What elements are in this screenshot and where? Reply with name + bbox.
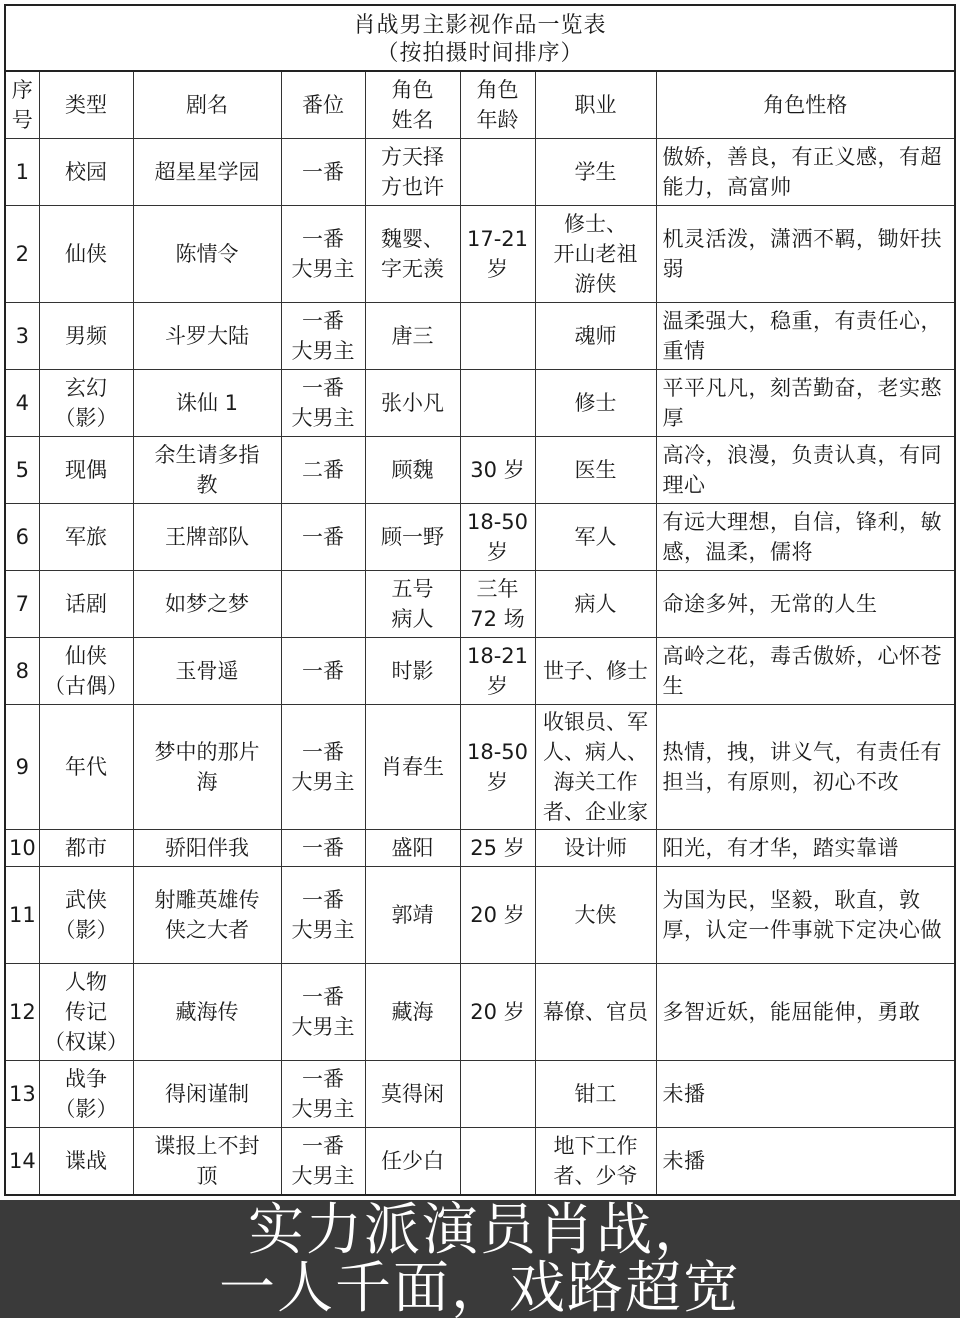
cell-no: 7 [6, 570, 39, 637]
cell-traits: 未播 [656, 1127, 954, 1194]
table-header-row [6, 72, 954, 138]
cell-role-name: 盛阳 [365, 829, 460, 866]
caption-banner [0, 1200, 960, 1318]
table-row [6, 1127, 954, 1194]
cell-role-age: 18-21 岁 [460, 637, 535, 704]
cell-role-name: 五号 病人 [365, 570, 460, 637]
cell-title: 如梦之梦 [133, 570, 281, 637]
cell-billing: 一番 大男主 [281, 866, 365, 963]
cell-billing: 一番 大男主 [281, 704, 365, 829]
cell-no: 4 [6, 369, 39, 436]
header-role-name: 角色 姓名 [365, 72, 460, 138]
table-row [6, 369, 954, 436]
cell-genre: 都市 [39, 829, 133, 866]
cell-traits: 温柔强大，稳重，有责任心，重情 [656, 302, 954, 369]
cell-no: 6 [6, 503, 39, 570]
works-table [6, 72, 954, 1194]
header-occupation: 职业 [535, 72, 656, 138]
cell-title: 超星星学园 [133, 138, 281, 205]
cell-billing: 一番 大男主 [281, 1060, 365, 1127]
cell-no: 5 [6, 436, 39, 503]
table-body [6, 138, 954, 1194]
cell-role-age: 20 岁 [460, 963, 535, 1060]
cell-role-age: 三年 72 场 [460, 570, 535, 637]
cell-title: 余生请多指 教 [133, 436, 281, 503]
cell-billing: 一番 [281, 829, 365, 866]
cell-traits: 机灵活泼，潇洒不羁，锄奸扶弱 [656, 205, 954, 302]
cell-billing: 一番 大男主 [281, 1127, 365, 1194]
cell-role-name: 莫得闲 [365, 1060, 460, 1127]
cell-occupation: 魂师 [535, 302, 656, 369]
cell-traits: 傲娇，善良，有正义感，有超能力，高富帅 [656, 138, 954, 205]
cell-title: 谍报上不封 顶 [133, 1127, 281, 1194]
cell-title: 藏海传 [133, 963, 281, 1060]
cell-no: 10 [6, 829, 39, 866]
cell-role-age: 18-50 岁 [460, 503, 535, 570]
cell-role-age [460, 1127, 535, 1194]
header-title: 剧名 [133, 72, 281, 138]
cell-no: 1 [6, 138, 39, 205]
cell-role-age [460, 138, 535, 205]
cell-no: 3 [6, 302, 39, 369]
cell-role-name: 藏海 [365, 963, 460, 1060]
cell-billing: 一番 [281, 503, 365, 570]
cell-no: 11 [6, 866, 39, 963]
header-no: 序 号 [6, 72, 39, 138]
table-row [6, 1060, 954, 1127]
header-genre: 类型 [39, 72, 133, 138]
cell-role-age: 20 岁 [460, 866, 535, 963]
cell-occupation: 幕僚、官员 [535, 963, 656, 1060]
table-row [6, 637, 954, 704]
cell-role-age: 25 岁 [460, 829, 535, 866]
table-row [6, 138, 954, 205]
cell-traits: 平平凡凡，刻苦勤奋，老实憨厚 [656, 369, 954, 436]
cell-occupation: 医生 [535, 436, 656, 503]
cell-role-name: 唐三 [365, 302, 460, 369]
cell-billing: 一番 大男主 [281, 302, 365, 369]
cell-genre: 现偶 [39, 436, 133, 503]
header-role-age: 角色 年龄 [460, 72, 535, 138]
cell-role-age: 30 岁 [460, 436, 535, 503]
cell-occupation: 世子、修士 [535, 637, 656, 704]
cell-no: 14 [6, 1127, 39, 1194]
cell-occupation: 钳工 [535, 1060, 656, 1127]
cell-title: 梦中的那片 海 [133, 704, 281, 829]
caption-line-1: 实力派演员肖战， [248, 1200, 712, 1263]
cell-no: 2 [6, 205, 39, 302]
table-row [6, 963, 954, 1060]
cell-role-name: 张小凡 [365, 369, 460, 436]
cell-traits: 热情，拽，讲义气，有责任有担当，有原则，初心不改 [656, 704, 954, 829]
cell-traits: 高岭之花，毒舌傲娇，心怀苍生 [656, 637, 954, 704]
cell-billing [281, 570, 365, 637]
table-subtitle: （按拍摄时间排序） [376, 41, 584, 66]
cell-no: 12 [6, 963, 39, 1060]
cell-title: 陈情令 [133, 205, 281, 302]
table-row [6, 570, 954, 637]
cell-genre: 年代 [39, 704, 133, 829]
cell-title: 诛仙 1 [133, 369, 281, 436]
table-row [6, 503, 954, 570]
cell-genre: 武侠 （影） [39, 866, 133, 963]
cell-role-age: 17-21 岁 [460, 205, 535, 302]
cell-occupation: 病人 [535, 570, 656, 637]
cell-role-name: 方天择 方也许 [365, 138, 460, 205]
cell-billing: 一番 大男主 [281, 369, 365, 436]
cell-role-name: 顾一野 [365, 503, 460, 570]
table-row [6, 866, 954, 963]
cell-occupation: 地下工作 者、少爷 [535, 1127, 656, 1194]
cell-occupation: 大侠 [535, 866, 656, 963]
cell-title: 射雕英雄传 侠之大者 [133, 866, 281, 963]
cell-role-name: 顾魏 [365, 436, 460, 503]
cell-billing: 二番 [281, 436, 365, 503]
table-title: 肖战男主影视作品一览表 [353, 13, 607, 38]
table-title-block [6, 6, 954, 72]
cell-occupation: 学生 [535, 138, 656, 205]
cell-traits: 未播 [656, 1060, 954, 1127]
header-traits: 角色性格 [656, 72, 954, 138]
works-table-sheet [4, 4, 956, 1196]
cell-billing: 一番 大男主 [281, 205, 365, 302]
cell-title: 骄阳伴我 [133, 829, 281, 866]
cell-genre: 仙侠 [39, 205, 133, 302]
table-row [6, 302, 954, 369]
cell-role-name: 时影 [365, 637, 460, 704]
cell-billing: 一番 大男主 [281, 963, 365, 1060]
cell-role-age: 18-50 岁 [460, 704, 535, 829]
cell-genre: 人物 传记 （权谋） [39, 963, 133, 1060]
cell-title: 得闲谨制 [133, 1060, 281, 1127]
cell-role-name: 郭靖 [365, 866, 460, 963]
cell-title: 斗罗大陆 [133, 302, 281, 369]
cell-genre: 校园 [39, 138, 133, 205]
cell-genre: 谍战 [39, 1127, 133, 1194]
cell-no: 13 [6, 1060, 39, 1127]
cell-role-name: 任少白 [365, 1127, 460, 1194]
cell-genre: 仙侠 （古偶） [39, 637, 133, 704]
caption-line-2: 一人千面，戏路超宽 [219, 1256, 741, 1318]
cell-traits: 为国为民，坚毅，耿直，敦厚，认定一件事就下定决心做 [656, 866, 954, 963]
cell-genre: 玄幻 （影） [39, 369, 133, 436]
cell-billing: 一番 [281, 138, 365, 205]
cell-role-name: 魏婴、 字无羡 [365, 205, 460, 302]
cell-role-age [460, 302, 535, 369]
cell-genre: 军旅 [39, 503, 133, 570]
cell-title: 玉骨遥 [133, 637, 281, 704]
cell-occupation: 军人 [535, 503, 656, 570]
cell-genre: 话剧 [39, 570, 133, 637]
cell-role-name: 肖春生 [365, 704, 460, 829]
cell-traits: 阳光，有才华，踏实靠谱 [656, 829, 954, 866]
cell-traits: 命途多舛，无常的人生 [656, 570, 954, 637]
table-row [6, 205, 954, 302]
cell-occupation: 设计师 [535, 829, 656, 866]
cell-traits: 多智近妖，能屈能伸，勇敢 [656, 963, 954, 1060]
cell-traits: 有远大理想，自信，锋利，敏感，温柔，儒将 [656, 503, 954, 570]
cell-billing: 一番 [281, 637, 365, 704]
cell-genre: 男频 [39, 302, 133, 369]
cell-title: 王牌部队 [133, 503, 281, 570]
table-row [6, 704, 954, 829]
table-row [6, 829, 954, 866]
cell-no: 8 [6, 637, 39, 704]
cell-occupation: 修士、 开山老祖 游侠 [535, 205, 656, 302]
header-billing: 番位 [281, 72, 365, 138]
cell-role-age [460, 1060, 535, 1127]
cell-role-age [460, 369, 535, 436]
cell-occupation: 修士 [535, 369, 656, 436]
cell-genre: 战争 （影） [39, 1060, 133, 1127]
cell-traits: 高冷，浪漫，负责认真，有同理心 [656, 436, 954, 503]
cell-occupation: 收银员、军 人、病人、 海关工作 者、企业家 [535, 704, 656, 829]
table-row [6, 436, 954, 503]
cell-no: 9 [6, 704, 39, 829]
